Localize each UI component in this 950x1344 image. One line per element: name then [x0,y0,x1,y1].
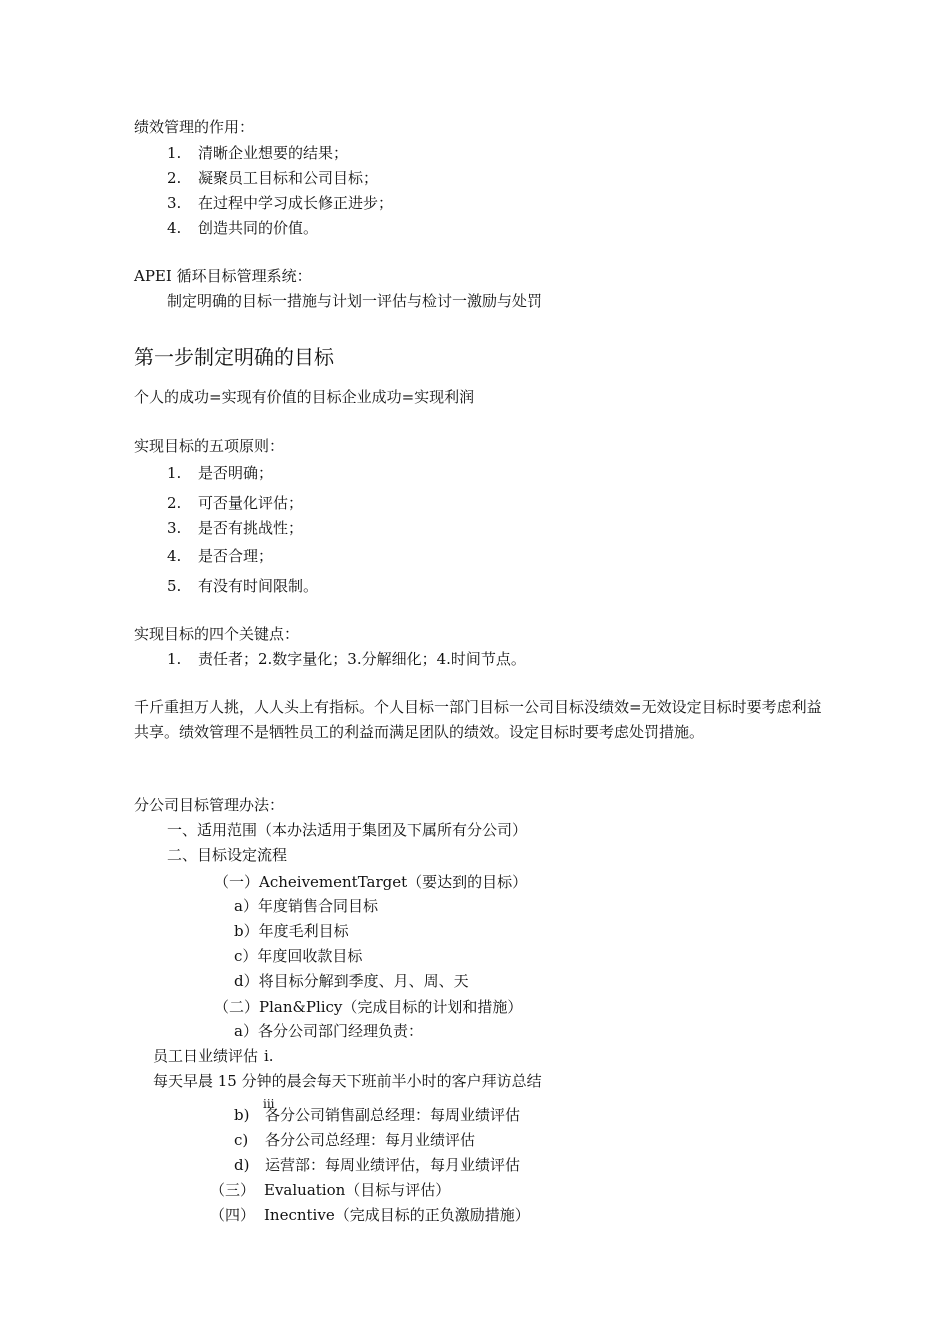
list-number: 4. [167,547,182,565]
step-one-heading: 第一步制定明确的目标 [134,345,334,369]
list-item: 在过程中学习成长修正进步； [198,194,394,212]
list-item: 是否合理； [198,547,274,565]
section-title-apei: APEI 循环目标管理系统： [134,267,312,285]
flow-line: 二、目标设定流程 [167,846,288,864]
overlap-text-daily-eval: 员工日业绩评估 [153,1047,259,1065]
list-item: 有没有时间限制。 [198,577,319,595]
list-item: c）年度回收款目标 [234,947,363,965]
list-letter: c) [234,1131,249,1149]
list-number: 5. [167,577,182,595]
body-paragraph: 千斤重担万人挑，人人头上有指标。个人目标一部门目标一公司目标没绩效=无效设定目标时要考虑利益共享。绩效管理不是牺牲员工的利益而满足团队的绩效。设定目标时要考虑处罚措施。 [134,698,822,741]
subsection-number: （四） [210,1206,256,1224]
list-number: 2. [167,169,182,187]
subsection-achievement: （一）AcheivementTarget（要达到的目标） [214,873,528,891]
list-number: 4. [167,219,182,237]
list-item: 各分公司销售副总经理：每周业绩评估 [265,1106,521,1124]
list-number: 1. [167,464,182,482]
list-item: a）各分公司部门经理负责： [234,1022,423,1040]
list-item: 创造共同的价值。 [198,219,319,237]
subsection-number: （三） [210,1181,256,1199]
apei-cycle-line: 制定明确的目标一措施与计划一评估与检讨一激励与处罚 [167,292,543,310]
list-item: 是否有挑战性； [198,519,304,537]
list-item: 责任者；2.数字量化；3.分解细化；4.时间节点。 [198,650,526,668]
success-definition: 个人的成功=实现有价值的目标企业成功=实现利润 [134,388,475,406]
list-item: 凝聚员工目标和公司目标； [198,169,379,187]
section-title-branch-management: 分公司目标管理办法： [134,796,285,814]
list-item: 是否明确； [198,464,274,482]
section-title-four-keys: 实现目标的四个关键点： [134,625,300,643]
list-letter: b) [234,1106,250,1124]
list-number: 2. [167,494,182,512]
subsection-incentive: Inecntive（完成目标的正负激励措施） [264,1206,530,1224]
list-number: 3. [167,519,182,537]
list-item: d）将目标分解到季度、月、周、天 [234,972,469,990]
list-letter: d) [234,1156,250,1174]
list-item: 可否量化评估； [198,494,304,512]
scope-line: 一、适用范围（本办法适用于集团及下属所有分公司） [167,821,528,839]
subsection-evaluation: Evaluation（目标与评估） [264,1181,451,1199]
section-title-five-principles: 实现目标的五项原则： [134,437,285,455]
roman-numeral-i: i. [264,1047,274,1065]
subsection-plan: （二）Plan&Plicy（完成目标的计划和措施） [214,998,523,1016]
list-number: 3. [167,194,182,212]
list-item: 运营部：每周业绩评估，每月业绩评估 [265,1156,521,1174]
list-item: 各分公司总经理：每月业绩评估 [265,1131,476,1149]
list-number: 1. [167,650,182,668]
overlap-text-meetings: 每天早晨 15 分钟的晨会每天下班前半小时的客户拜访总结 [153,1072,542,1090]
section-title-performance-role: 绩效管理的作用： [134,118,255,136]
roman-numeral-iii: iii [263,1097,275,1111]
list-number: 1. [167,144,182,162]
list-item: b）年度毛利目标 [234,922,349,940]
list-item: 清晰企业想要的结果； [198,144,349,162]
list-item: a）年度销售合同目标 [234,897,378,915]
